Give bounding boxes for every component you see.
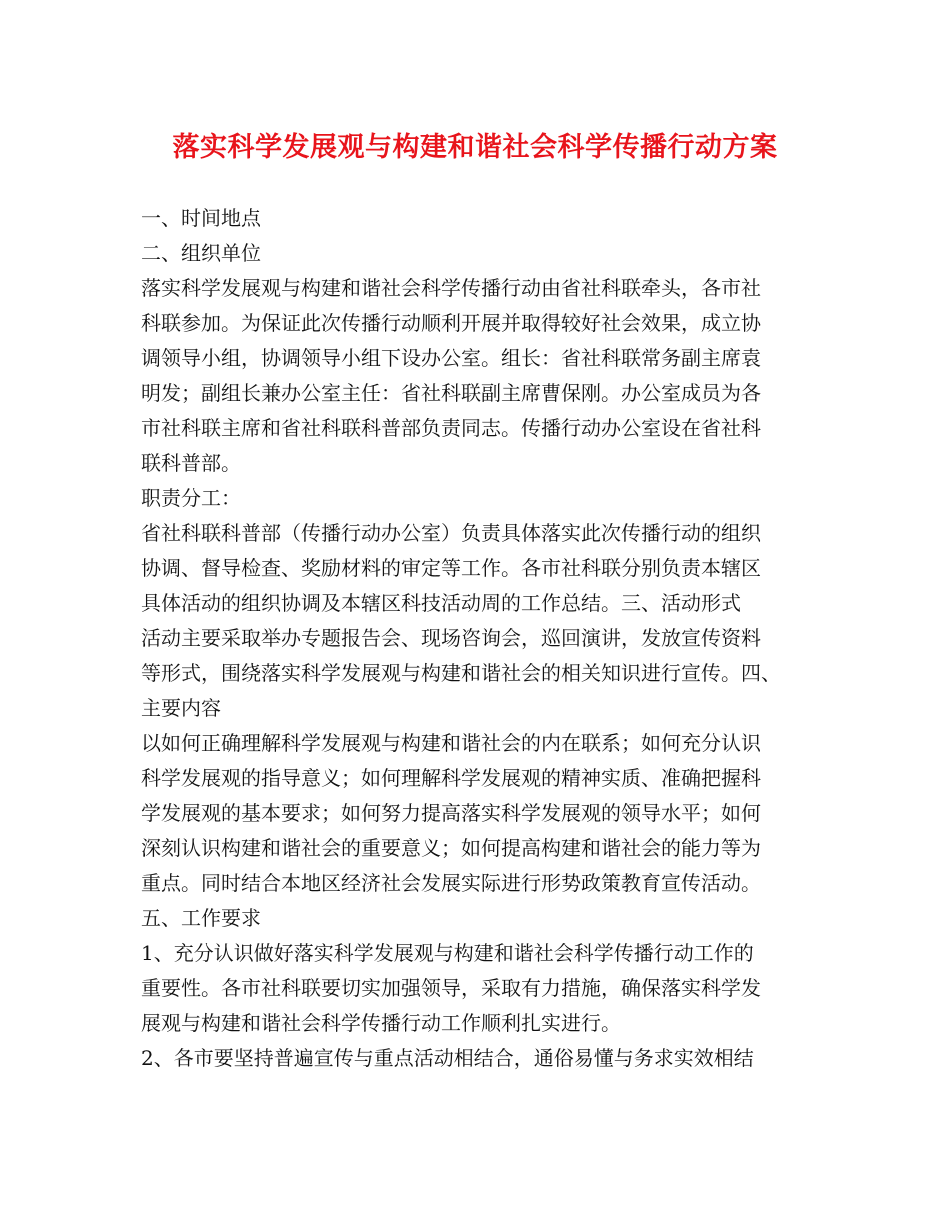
section-heading-time-place: 一、时间地点 bbox=[141, 206, 261, 230]
section-heading-main-content: 主要内容 bbox=[141, 696, 221, 720]
paragraph-line: 科联参加。为保证此次传播行动顺利开展并取得较好社会效果，成立协 bbox=[141, 311, 761, 335]
section-heading-requirements: 五、工作要求 bbox=[141, 906, 261, 930]
paragraph-line: 1、充分认识做好落实科学发展观与构建和谐社会科学传播行动工作的 bbox=[141, 941, 754, 965]
paragraph-line: 重要性。各市社科联要切实加强领导，采取有力措施，确保落实科学发 bbox=[141, 976, 761, 1000]
paragraph-line: 以如何正确理解科学发展观与构建和谐社会的内在联系；如何充分认识 bbox=[141, 731, 761, 755]
paragraph-line: 落实科学发展观与构建和谐社会科学传播行动由省社科联牵头，各市社 bbox=[141, 276, 761, 300]
paragraph-line: 市社科联主席和省社科联科普部负责同志。传播行动办公室设在省社科 bbox=[141, 416, 761, 440]
paragraph-line: 具体活动的组织协调及本辖区科技活动周的工作总结。三、活动形式 bbox=[141, 591, 741, 615]
paragraph-line: 等形式，围绕落实科学发展观与构建和谐社会的相关知识进行宣传。四、 bbox=[141, 661, 781, 685]
section-heading-organizer: 二、组织单位 bbox=[141, 241, 261, 265]
paragraph-line: 活动主要采取举办专题报告会、现场咨询会，巡回演讲，发放宣传资料 bbox=[141, 626, 761, 650]
paragraph-line: 联科普部。 bbox=[141, 451, 241, 475]
paragraph-line: 展观与构建和谐社会科学传播行动工作顺利扎实进行。 bbox=[141, 1011, 621, 1035]
paragraph-line: 调领导小组，协调领导小组下设办公室。组长：省社科联常务副主席袁 bbox=[141, 346, 761, 370]
paragraph-line: 学发展观的基本要求；如何努力提高落实科学发展观的领导水平；如何 bbox=[141, 801, 761, 825]
section-heading-duties: 职责分工： bbox=[141, 486, 241, 510]
paragraph-line: 深刻认识构建和谐社会的重要意义；如何提高构建和谐社会的能力等为 bbox=[141, 836, 761, 860]
paragraph-line: 省社科联科普部（传播行动办公室）负责具体落实此次传播行动的组织 bbox=[141, 521, 761, 545]
paragraph-line: 重点。同时结合本地区经济社会发展实际进行形势政策教育宣传活动。 bbox=[141, 871, 761, 895]
paragraph-line: 协调、督导检查、奖励材料的审定等工作。各市社科联分别负责本辖区 bbox=[141, 556, 761, 580]
paragraph-line: 2、各市要坚持普遍宣传与重点活动相结合，通俗易懂与务求实效相结 bbox=[141, 1046, 754, 1070]
document-title: 落实科学发展观与构建和谐社会科学传播行动方案 bbox=[172, 132, 778, 163]
document-body bbox=[141, 201, 831, 1076]
paragraph-line: 明发；副组长兼办公室主任：省社科联副主席曹保刚。办公室成员为各 bbox=[141, 381, 761, 405]
paragraph-line: 科学发展观的指导意义；如何理解科学发展观的精神实质、准确把握科 bbox=[141, 766, 761, 790]
